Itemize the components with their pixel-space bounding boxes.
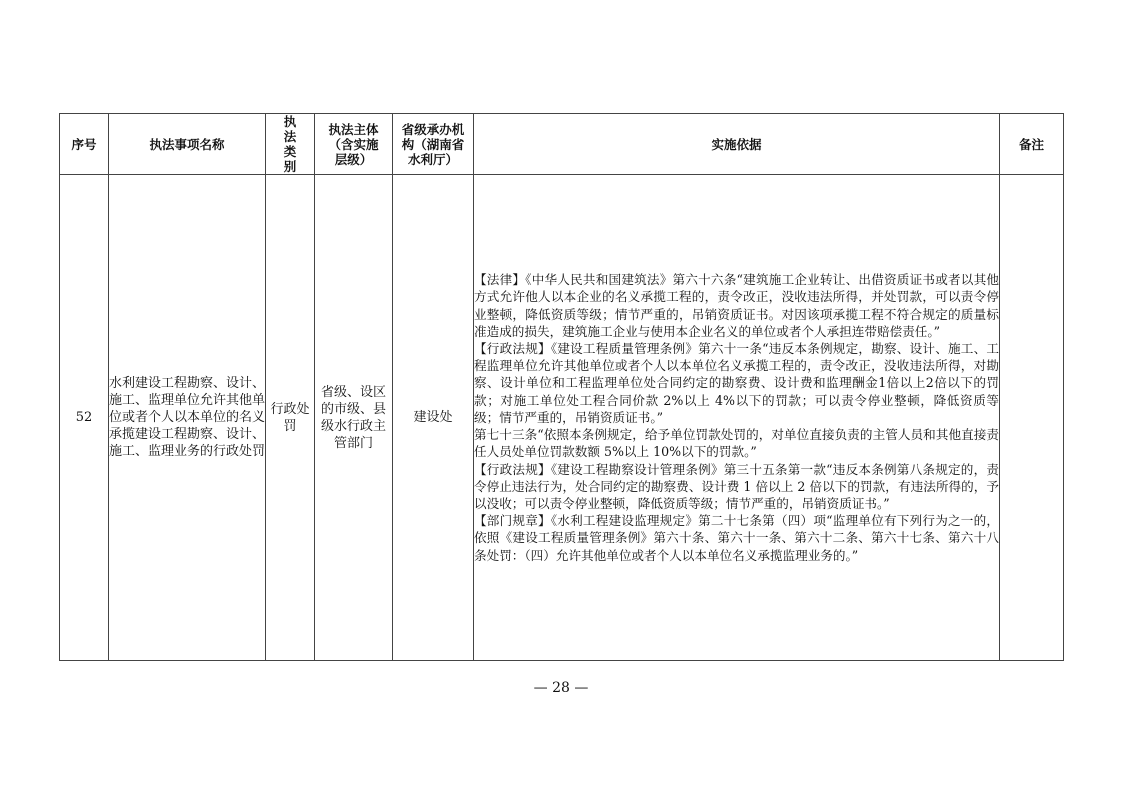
header-row xyxy=(60,114,1064,175)
basis-paragraph: 【行政法规】《建设工程质量管理条例》第六十一条“违反本条例规定，勘察、设计、施工、工程监理单位允许其他单位或者个人以本单位名义承揽工程的，责令改正，没收违法所得，对勘察、设计单位和工程监理单位处合同约定的勘察费、设计费和监理酬金1倍以上2倍以下的罚款；对施工单位处工程合同价款 2%以上 4%以下的罚款；可以责令停业整顿，降低资质等级；情节严重的，吊销资质证书。” xyxy=(474,341,999,425)
row-name: 水利建设工程勘察、设计、施工、监理单位允许其他单位或者个人以本单位的名义承揽建设工程勘察、设计、施工、监理业务的行政处罚 xyxy=(109,175,266,661)
table-row xyxy=(60,175,1064,661)
enforcement-table xyxy=(59,113,1064,661)
header-seq: 序号 xyxy=(60,114,109,175)
header-subject: 执法主体（含实施层级） xyxy=(315,114,393,175)
basis-paragraph: 【法律】《中华人民共和国建筑法》第六十六条“建筑施工企业转让、出借资质证书或者以其他方式允许他人以本企业的名义承揽工程的，责令改正，没收违法所得，并处罚款，可以责令停业整顿，降低资质等级；情节严重的，吊销资质证书。对因该项承揽工程不符合规定的质量标准造成的损失，建筑施工企业与使用本企业名义的单位或者个人承担连带赔偿责任。” xyxy=(474,272,999,339)
row-seq: 52 xyxy=(60,175,109,661)
header-dept: 省级承办机构（湖南省水利厅） xyxy=(393,114,474,175)
header-basis: 实施依据 xyxy=(474,114,1000,175)
row-dept: 建设处 xyxy=(393,175,474,661)
basis-paragraph: 【部门规章】《水利工程建设监理规定》第二十七条第（四）项“监理单位有下列行为之一的，依照《建设工程质量管理条例》第六十条、第六十一条、第六十二条、第六十七条、第六十八条处罚：（四）允许其他单位或者个人以本单位名义承揽监理业务的。” xyxy=(474,513,999,563)
header-category: 执法类别 xyxy=(266,114,315,175)
page-number: — 28 — xyxy=(533,680,589,696)
basis-paragraph: 第七十三条“依照本条例规定，给予单位罚款处罚的，对单位直接负责的主管人员和其他直接责任人员处单位罚款数额 5%以上 10%以下的罚款。” xyxy=(474,427,999,460)
row-category: 行政处罚 xyxy=(266,175,315,661)
row-remark xyxy=(1000,175,1064,661)
basis-paragraph: 【行政法规】《建设工程勘察设计管理条例》第三十五条第一款“违反本条例第八条规定的，责令停止违法行为，处合同约定的勘察费、设计费 1 倍以上 2 倍以下的罚款，有违法所得的，予以没收；可以责令停业整顿，降低资质等级；情节严重的，吊销资质证书。” xyxy=(474,461,999,511)
row-basis xyxy=(474,175,1000,661)
header-name: 执法事项名称 xyxy=(109,114,266,175)
header-remark: 备注 xyxy=(1000,114,1064,175)
row-subject: 省级、设区的市级、县级水行政主管部门 xyxy=(315,175,393,661)
